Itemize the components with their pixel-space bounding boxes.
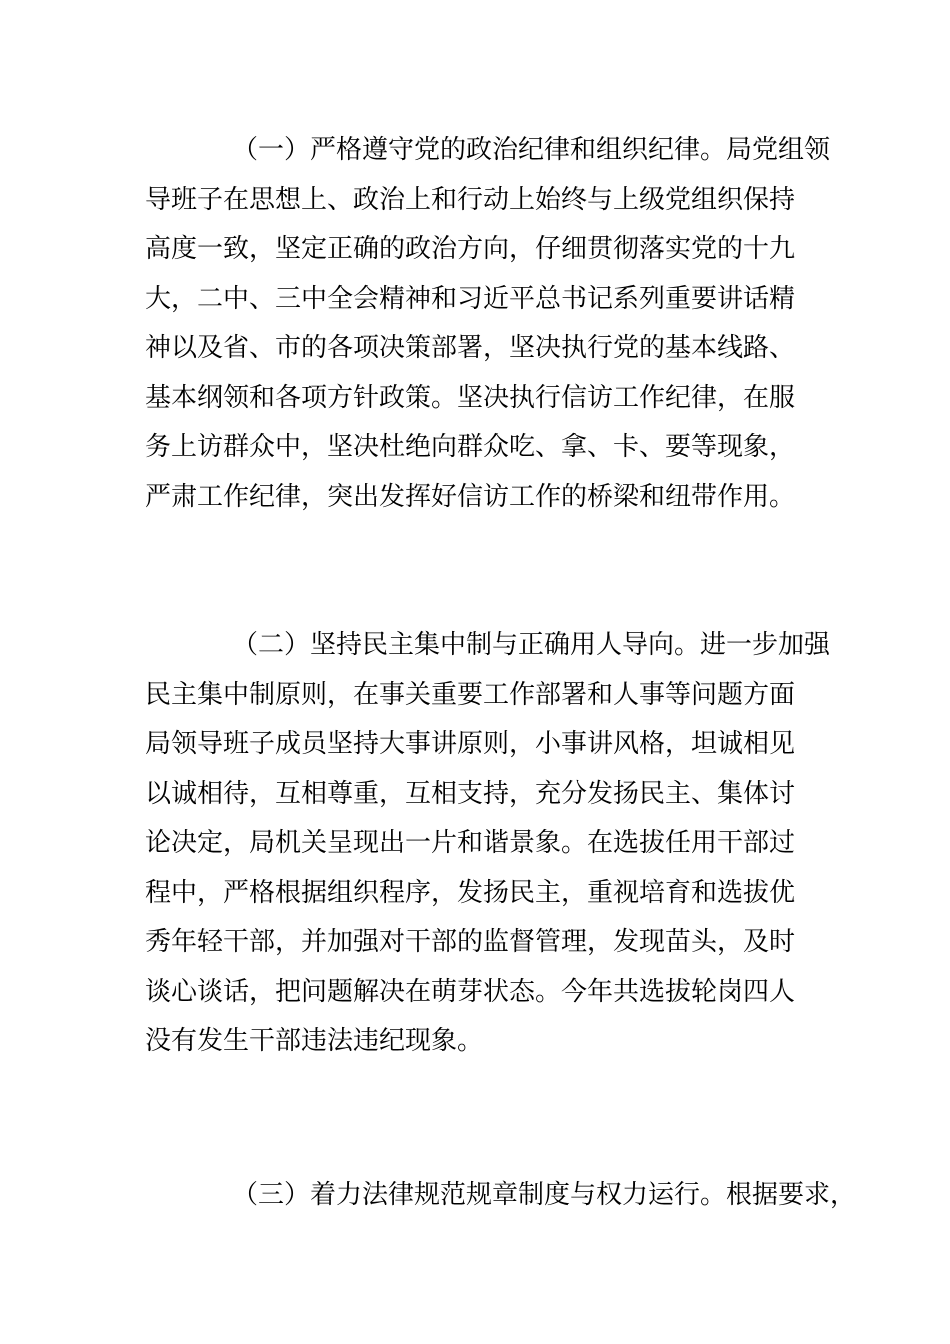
paragraph-line: 局领导班子成员坚持大事讲原则，小事讲风格，坦诚相见: [145, 729, 796, 759]
paragraph-line: 民主集中制原则，在事关重要工作部署和人事等问题方面: [145, 679, 796, 710]
paragraph-line: 秀年轻干部，并加强对干部的监督管理，发现苗头，及时: [145, 927, 796, 957]
paragraph-line: 论决定，局机关呈现出一片和谐景象。在选拔任用干部过: [145, 828, 796, 858]
paragraph-line: 严肃工作纪律，突出发挥好信访工作的桥梁和纽带作用。: [145, 481, 796, 512]
paragraph-line: （二）坚持民主集中制与正确用人导向。进一步加强: [232, 630, 831, 660]
paragraph-line: 大，二中、三中全会精神和习近平总书记系列重要讲话精: [145, 283, 796, 314]
paragraph-line: 高度一致，坚定正确的政治方向，仔细贯彻落实党的十九: [145, 234, 796, 264]
paragraph-line: 务上访群众中，坚决杜绝向群众吃、拿、卡、要等现象，: [145, 432, 796, 462]
paragraph-line: 导班子在思想上、政治上和行动上始终与上级党组织保持: [145, 184, 796, 215]
paragraph-democratic-centralism: [145, 621, 831, 1067]
paragraph-line: 基本纲领和各项方针政策。坚决执行信访工作纪律，在服: [145, 382, 796, 413]
paragraph-rules-and-power: [145, 1171, 857, 1221]
paragraph-line: 程中，严格根据组织程序，发扬民主，重视培育和选拔优: [145, 877, 796, 908]
paragraph-line: （三）着力法律规范规章制度与权力运行。根据要求，: [232, 1180, 857, 1210]
paragraph-political-discipline: [145, 126, 831, 522]
paragraph-line: （一）严格遵守党的政治纪律和组织纪律。局党组领: [232, 135, 831, 165]
paragraph-line: 神以及省、市的各项决策部署，坚决执行党的基本线路、: [145, 333, 796, 363]
paragraph-line: 谈心谈话，把问题解决在萌芽状态。今年共选拔轮岗四人: [145, 976, 796, 1007]
paragraph-line: 没有发生干部违法违纪现象。: [145, 1026, 484, 1056]
paragraph-line: 以诚相待，互相尊重，互相支持，充分发扬民主、集体讨: [145, 778, 796, 809]
